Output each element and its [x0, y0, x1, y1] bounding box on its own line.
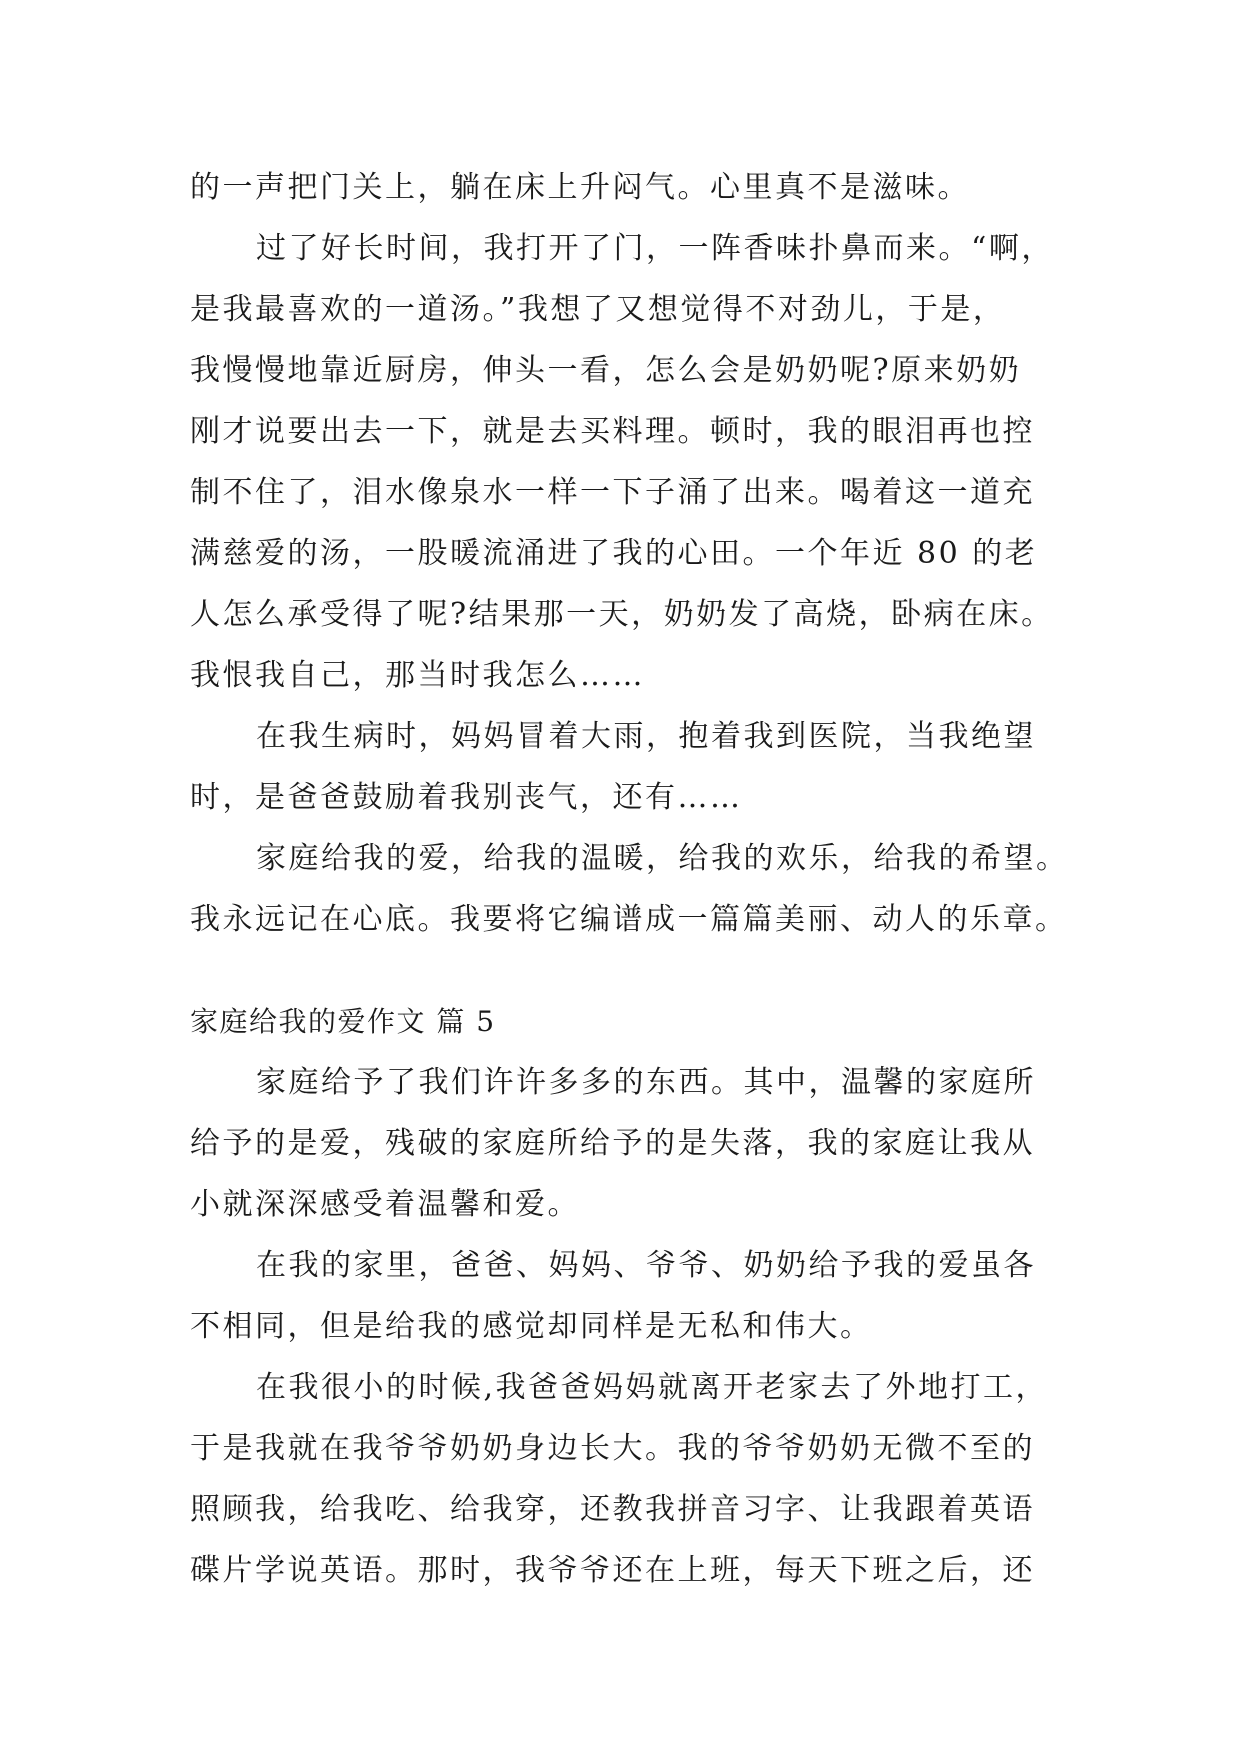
text-line: 的一声把门关上，躺在床上升闷气。心里真不是滋味。: [190, 170, 970, 205]
text-line: 满慈爱的汤，一股暖流涌进了我的心田。一个年近 80 的老: [190, 536, 1038, 571]
paragraph-start-line: 在我的家里，爸爸、妈妈、爷爷、奶奶给予我的爱虽各: [256, 1248, 1036, 1283]
paragraph-start-line: 在我生病时，妈妈冒着大雨，抱着我到医院，当我绝望: [256, 719, 1036, 754]
text-line: 照顾我，给我吃、给我穿，还教我拼音习字、让我跟着英语: [190, 1492, 1035, 1527]
text-line: 碟片学说英语。那时，我爷爷还在上班，每天下班之后，还: [190, 1553, 1035, 1588]
text-line: 我永远记在心底。我要将它编谱成一篇篇美丽、动人的乐章。: [190, 902, 1068, 937]
text-line: 人怎么承受得了呢?结果那一天，奶奶发了高烧，卧病在床。: [190, 597, 1054, 632]
paragraph-start-line: 家庭给我的爱，给我的温暖，给我的欢乐，给我的希望。: [256, 841, 1069, 876]
text-line: 我慢慢地靠近厨房，伸头一看，怎么会是奶奶呢?原来奶奶: [190, 353, 1022, 388]
text-line: 时，是爸爸鼓励着我别丧气，还有……: [190, 780, 743, 815]
section-title: 家庭给我的爱作文 篇 5: [190, 1005, 496, 1038]
text-line: 小就深深感受着温馨和爱。: [190, 1187, 580, 1222]
text-line: 制不住了，泪水像泉水一样一下子涌了出来。喝着这一道充: [190, 475, 1035, 510]
paragraph-start-line: 在我很小的时候,我爸爸妈妈就离开老家去了外地打工，: [256, 1370, 1049, 1405]
text-line: 不相同，但是给我的感觉却同样是无私和伟大。: [190, 1309, 873, 1344]
text-line: 刚才说要出去一下，就是去买料理。顿时，我的眼泪再也控: [190, 414, 1035, 449]
text-line: 我恨我自己，那当时我怎么……: [190, 658, 645, 693]
text-line: 是我最喜欢的一道汤。”我想了又想觉得不对劲儿，于是，: [190, 292, 1006, 327]
text-line: 于是我就在我爷爷奶奶身边长大。我的爷爷奶奶无微不至的: [190, 1431, 1035, 1466]
text-line: 给予的是爱，残破的家庭所给予的是失落，我的家庭让我从: [190, 1126, 1035, 1161]
paragraph-start-line: 家庭给予了我们许许多多的东西。其中，温馨的家庭所: [256, 1065, 1036, 1100]
paragraph-start-line: 过了好长时间，我打开了门，一阵香味扑鼻而来。“啊，: [256, 231, 1054, 266]
